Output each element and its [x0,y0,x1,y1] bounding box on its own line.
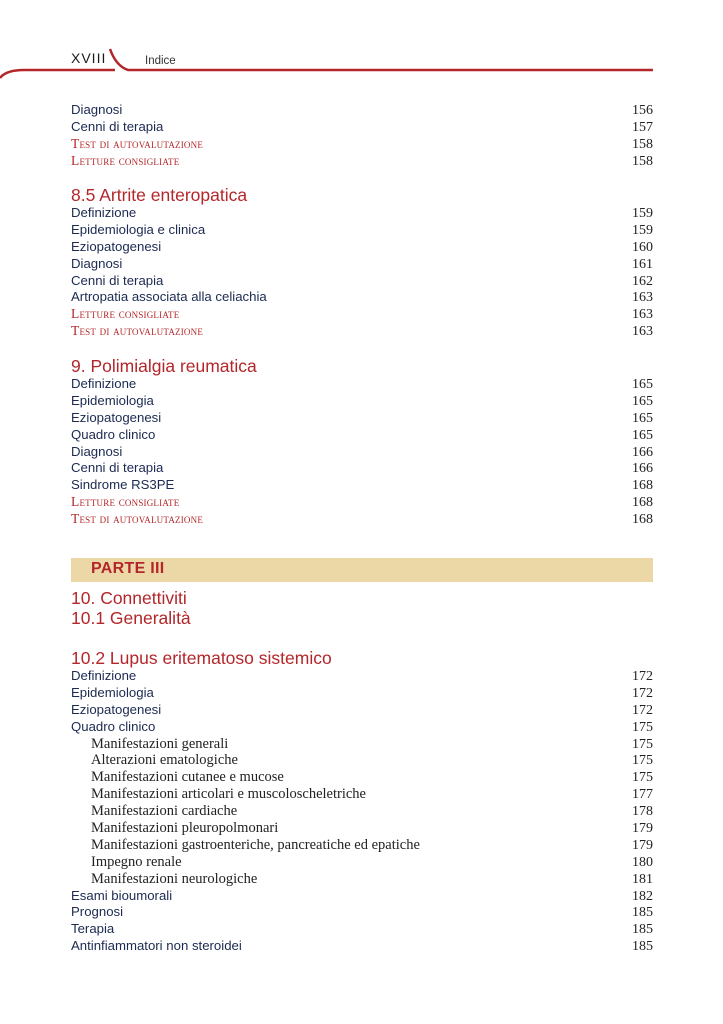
toc-page-number: 168 [632,495,653,511]
toc-entry[interactable] [71,102,653,119]
toc-entry[interactable] [71,494,653,511]
toc-entry-title: Letture consigliate [71,306,180,322]
toc-page-number: 161 [632,256,653,272]
header-rule-ornament [0,0,723,80]
toc-page-number: 175 [632,753,653,769]
toc-entry-title: Cenni di terapia [71,272,164,288]
toc-entry[interactable] [71,410,653,427]
toc-entry-title: Definizione [71,376,137,391]
toc-entry[interactable] [71,376,653,393]
toc-page-number: 185 [632,922,653,938]
toc-entry-title: Epidemiologia [71,392,154,408]
toc-entry-title: Epidemiologia [71,684,154,700]
toc-entry-title: Definizione [71,668,137,683]
toc-subentry[interactable] [71,769,653,786]
toc-entry-title: Alterazioni ematologiche [91,752,238,769]
toc-entry-title: Cenni di terapia [71,460,164,476]
toc-entry[interactable] [71,289,653,306]
toc-entry[interactable] [71,205,653,222]
toc-entry-title: Prognosi [71,904,124,920]
section-heading: 10.1 Generalità [71,608,191,628]
toc-subentry[interactable] [71,820,653,837]
page-header [0,0,723,80]
toc-entry-title: Manifestazioni cardiache [91,803,238,820]
toc-entry-title: Antinfiammatori non steroidei [71,938,242,954]
toc-page-number: 172 [632,702,653,718]
toc-entry[interactable] [71,119,653,136]
toc-page-number: 157 [632,119,653,135]
toc-entry[interactable] [71,222,653,239]
toc-entry-title: Test di autovalutazione [71,511,204,527]
toc-page-number: 163 [632,290,653,306]
toc-entry-title: Manifestazioni cutanee e mucose [91,769,284,786]
toc-subentry[interactable] [71,854,653,871]
toc-entry-title: Manifestazioni generali [91,735,229,752]
toc-section-8-5 [71,185,653,340]
toc-entry[interactable] [71,306,653,323]
toc-page-number: 165 [632,377,653,392]
toc-entry[interactable] [71,668,653,685]
toc-entry[interactable] [71,393,653,410]
toc-entry-title: Manifestazioni neurologiche [91,870,258,887]
toc-entry-title: Manifestazioni gastroenteriche, pancreatiche ed epatiche [91,836,420,853]
chapter-heading: 10. Connettiviti [71,588,187,608]
toc-entry[interactable] [71,444,653,461]
toc-entry-title: Cenni di terapia [71,118,164,134]
toc-page-number: 166 [632,461,653,477]
toc-page-number: 163 [632,324,653,340]
toc-entry-title: Eziopatogenesi [71,409,162,425]
toc-subentry[interactable] [71,837,653,854]
toc-page-number: 162 [632,273,653,289]
toc-page-number: 179 [632,837,653,853]
toc-entry-title: Test di autovalutazione [71,135,204,151]
toc-page-number: 159 [632,222,653,238]
toc-entry-title: Impegno renale [91,853,182,870]
toc-entry-title: Eziopatogenesi [71,238,162,254]
toc-page-number: 168 [632,512,653,528]
toc-page-number: 172 [632,669,653,684]
toc-page-number: 180 [632,854,653,870]
toc-page-number: 165 [632,427,653,443]
toc-page-number: 181 [632,871,653,887]
toc-page-number: 172 [632,685,653,701]
toc-page-number: 163 [632,307,653,323]
toc-entry-title: Eziopatogenesi [71,701,162,717]
toc-entry[interactable] [71,938,653,955]
toc-entry-title: Quadro clinico [71,426,156,442]
toc-entry[interactable] [71,702,653,719]
toc-entry[interactable] [71,685,653,702]
toc-entry[interactable] [71,719,653,736]
toc-page-number: 185 [632,939,653,955]
part-banner [71,558,653,582]
toc-entry-title: Artropatia associata alla celiachia [71,289,267,305]
toc-entry-title: Manifestazioni pleuropolmonari [91,820,279,837]
toc-page-number: 158 [632,136,653,152]
toc-page-number: 156 [632,103,653,118]
toc-entry[interactable] [71,460,653,477]
toc-page-number: 185 [632,905,653,921]
section-heading: 10.2 Lupus eritematoso sistemico [71,648,332,668]
toc-entry-title: Diagnosi [71,443,123,459]
toc-page-number: 178 [632,804,653,820]
section-heading: 8.5 Artrite enteropatica [71,185,248,205]
toc-entry[interactable] [71,477,653,494]
toc-entry-title: Sindrome RS3PE [71,477,175,493]
toc-page-number: 158 [632,153,653,169]
toc-entry[interactable] [71,888,653,905]
toc-chapter-10 [71,588,653,628]
toc-subentry[interactable] [71,752,653,769]
toc-entry[interactable] [71,153,653,170]
toc-entry-title: Manifestazioni articolari e muscoloscheletriche [91,786,366,803]
toc-page-number: 165 [632,393,653,409]
section-heading: 9. Polimialgia reumatica [71,356,257,376]
toc-entry[interactable] [71,239,653,256]
toc-page-number: 159 [632,206,653,221]
toc-entry-title: Diagnosi [71,102,123,117]
toc-page-number: 179 [632,821,653,837]
toc-entry-title: Epidemiologia e clinica [71,221,206,237]
toc-block-continued [71,102,653,170]
toc-entry-title: Terapia [71,921,115,937]
toc-page-number: 165 [632,410,653,426]
part-label: PARTE III [91,560,165,577]
toc-section-10-2 [71,648,653,955]
toc-entry-title: Quadro clinico [71,718,156,734]
page-number: XVIII [71,50,107,66]
toc-entry-title: Letture consigliate [71,152,180,168]
toc-entry-title: Test di autovalutazione [71,323,204,339]
toc-subentry[interactable] [71,786,653,803]
toc-page-number: 160 [632,239,653,255]
toc-entry[interactable] [71,323,653,340]
toc-entry-title: Letture consigliate [71,494,180,510]
running-header-title: Indice [145,55,176,67]
toc-subentry[interactable] [71,736,653,753]
toc-entry[interactable] [71,273,653,290]
toc-entry-title: Diagnosi [71,255,123,271]
toc-page-number: 175 [632,719,653,735]
toc-entry[interactable] [71,256,653,273]
toc-page-number: 166 [632,444,653,460]
toc-page-number: 168 [632,478,653,494]
toc-entry[interactable] [71,427,653,444]
toc-subentry[interactable] [71,871,653,888]
toc-page-number: 177 [632,787,653,803]
toc-entry-title: Definizione [71,205,137,220]
toc-page-number: 175 [632,770,653,786]
toc-entry[interactable] [71,136,653,153]
toc-page-number: 175 [632,736,653,752]
toc-page-number: 182 [632,888,653,904]
toc-entry[interactable] [71,511,653,528]
toc-entry-title: Esami bioumorali [71,887,173,903]
toc-subentry[interactable] [71,803,653,820]
toc-section-9 [71,356,653,528]
toc-entry[interactable] [71,921,653,938]
toc-entry[interactable] [71,904,653,921]
